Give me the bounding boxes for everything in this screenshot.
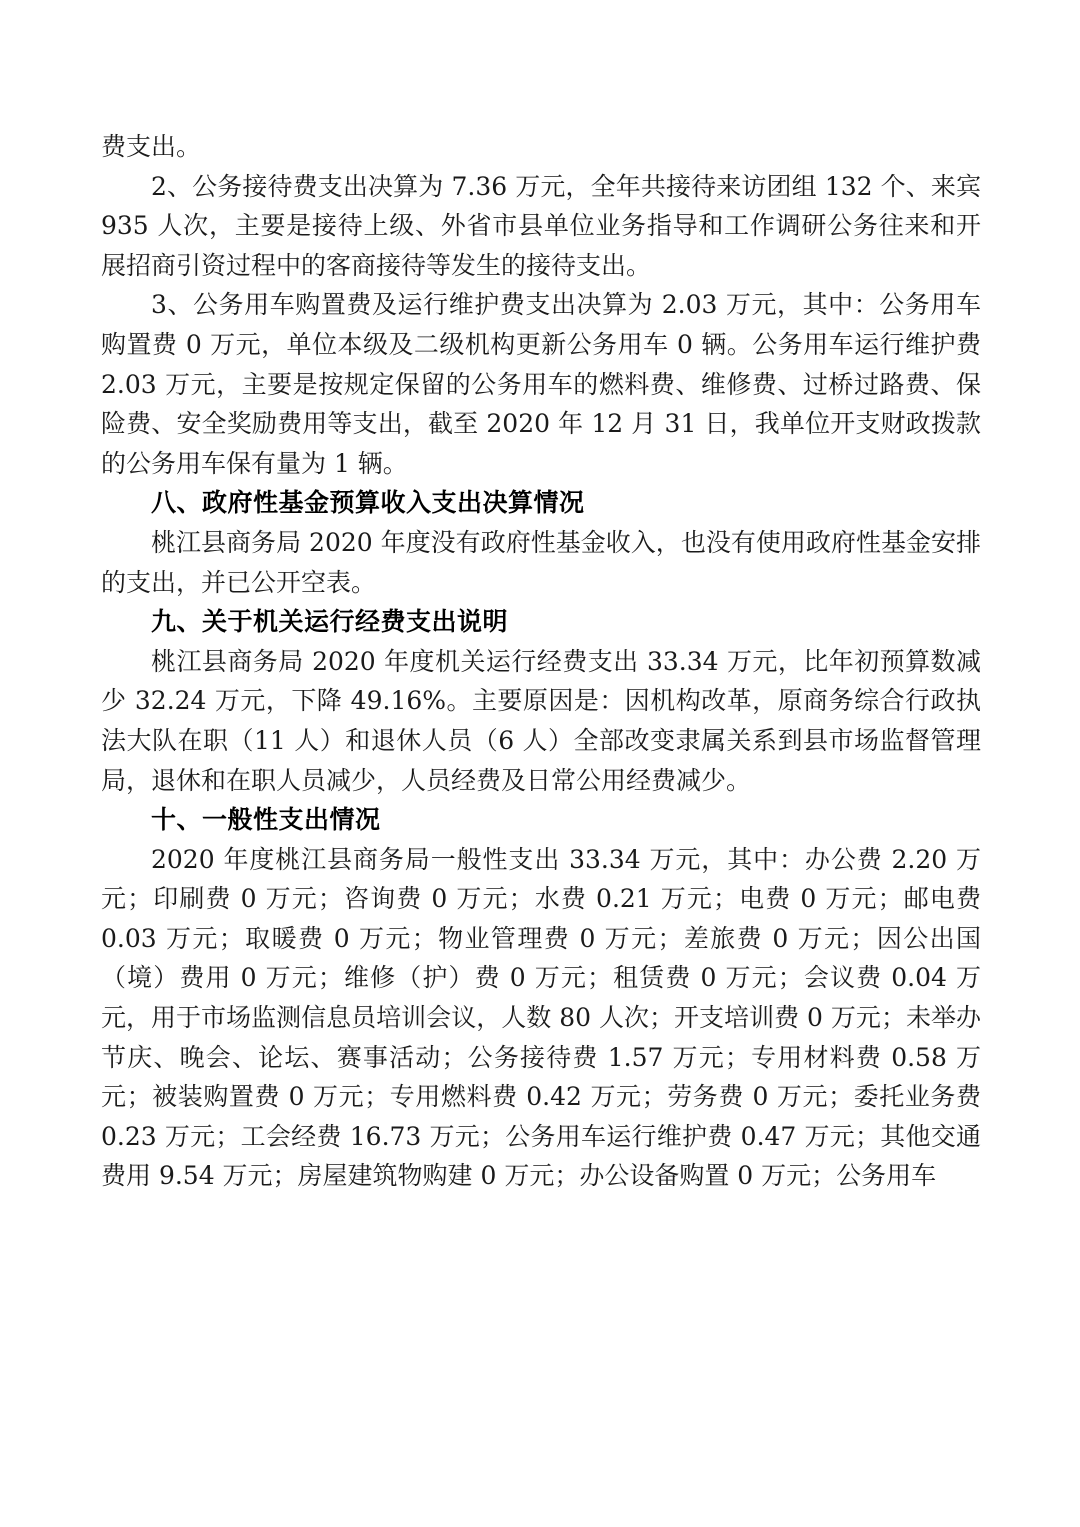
section-heading-8: 八、政府性基金预算收入支出决算情况 [151, 488, 585, 518]
section-heading-9: 九、关于机关运行经费支出说明 [151, 607, 509, 637]
document-page [101, 127, 981, 1196]
section-heading-10: 十、一般性支出情况 [151, 805, 381, 835]
paragraph-vehicle-expense: 3、公务用车购置费及运行维护费支出决算为 2.03 万元，其中：公务用车购置费 0 万元，单位本级及二级机构更新公务用车 0 辆。公务用车运行维护费 2.03 万元，主要是按规定保留的公务用车的燃料费、维修费、过桥过路费、保险费、安全奖励费用等支出，截至 2020 年 12 月 31 日，我单位开支财政拨款的公务用车保有量为 1 辆。 [101, 290, 981, 478]
paragraph-general-expense: 2020 年度桃江县商务局一般性支出 33.34 万元，其中：办公费 2.20 万元；印刷费 0 万元；咨询费 0 万元；水费 0.21 万元；电费 0 万元；邮电费 0.03 万元；取暖费 0 万元；物业管理费 0 万元；差旅费 0 万元；因公出国（境）费用 0 万元；维修（护）费 0 万元；租赁费 0 万元；会议费 0.04 万元，用于市场监测信息员培训会议，人数 80 人次；开支培训费 0 万元；未举办节庆、晚会、论坛、赛事活动；公务接待费 1.57 万元；专用材料费 0.58 万元；被装购置费 0 万元；专用燃料费 0.42 万元；劳务费 0 万元；委托业务费 0.23 万元；工会经费 16.73 万元；公务用车运行维护费 0.47 万元；其他交通费用 9.54 万元；房屋建筑物购建 0 万元；办公设备购置 0 万元；公务用车 [101, 844, 981, 1191]
paragraph-government-fund: 桃江县商务局 2020 年度没有政府性基金收入，也没有使用政府性基金安排的支出，并已公开空表。 [101, 527, 981, 597]
paragraph-operating-expense: 桃江县商务局 2020 年度机关运行经费支出 33.34 万元，比年初预算数减少 32.24 万元，下降 49.16%。主要原因是：因机构改革，原商务综合行政执法大队在职（11 人）和退休人员（6 人）全部改变隶属关系到县市场监督管理局，退休和在职人员减少，人员经费及日常公用经费减少。 [101, 646, 981, 795]
paragraph-continuation: 费支出。 [101, 132, 202, 161]
paragraph-reception-expense: 2、公务接待费支出决算为 7.36 万元，全年共接待来访团组 132 个、来宾 935 人次，主要是接待上级、外省市县单位业务指导和工作调研公务往来和开展招商引资过程中的客商接待等发生的接待支出。 [101, 171, 981, 280]
